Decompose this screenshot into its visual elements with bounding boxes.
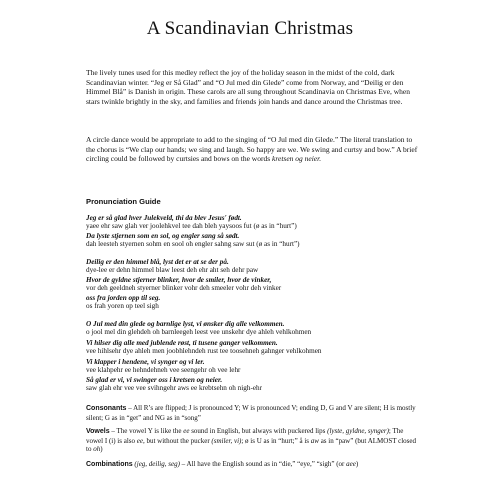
combinations-aee: aee xyxy=(346,460,356,468)
vowels-example-1: (lyste, gyldne, synger) xyxy=(327,427,389,435)
intro-paragraph-2 xyxy=(86,135,418,164)
vowels-text-6: as in “paw” (but ALMOST closed to xyxy=(86,436,417,454)
lyric-line: Vi klapper i hendene, vi synger og vi ler. xyxy=(86,358,205,366)
pronunciation-line: o jool mel din glehdeh oh barnleegeh leest vee unskehr dye ahleh vehlkohmen xyxy=(86,328,312,337)
pronunciation-line: dye-lee er dehn himmel blaw leest deh ehr aht seh dehr paw xyxy=(86,266,259,275)
pronunciation-heading: Pronunciation Guide xyxy=(86,197,161,206)
vowels-ee-2: ee xyxy=(136,436,143,445)
vowels-note xyxy=(86,427,418,454)
lyric-block-4 xyxy=(86,276,416,293)
vowels-label: Vowels xyxy=(86,428,110,435)
lyric-line: O Jul med din glede og barnlige lyst, vi ønsker dig alle velkommen. xyxy=(86,320,285,328)
lyric-line: Så glad er vi, vi swinger oss i kretsen og neier. xyxy=(86,376,223,384)
lyric-block-2 xyxy=(86,232,416,249)
intro-paragraph-2-text: A circle dance would be appropriate to add to the singing of “O Jul med din Glede.” The literal translation to the chorus is “We clap our hands; we sing and laugh. So happy are we. We swing and curtsy and bow.” A brief circling could be followed by curtsies and bows on the words xyxy=(86,135,418,164)
combinations-end: ) xyxy=(355,460,359,468)
vowels-text-4: , but without the pucker xyxy=(142,436,212,445)
page-title: A Scandinavian Christmas xyxy=(146,18,354,39)
combinations-note xyxy=(86,460,418,470)
combinations-text: – All have the English sound as in “die,” “eye,” “sigh” (or xyxy=(179,460,347,468)
combinations-label: Combinations xyxy=(86,461,133,468)
pronunciation-line: saw glah ehr vee vee svihngehr aws ee krebtsehn oh nigh-ehr xyxy=(86,384,263,393)
pronunciation-line: vor deh geeldneh styerner blinker vohr deh smeeler vohr deh vinker xyxy=(86,284,282,293)
consonants-text: – All R’s are flipped; J is pronounced Y; W is pronounced V; ending D, G and V are silent; H is mostly silent; G as in “get” and NG as in “song” xyxy=(86,404,416,422)
vowels-oh: oh xyxy=(93,445,101,454)
vowels-text-5: ; ø is U as in “hurt;” å is xyxy=(241,436,311,445)
lyric-block-8 xyxy=(86,358,416,375)
lyric-block-3 xyxy=(86,258,416,275)
pronunciation-line: vee hihlsehr dye ahleh men joobhlehndeh rust tee toosehneh gahnger vehlkohmen xyxy=(86,347,322,356)
lyric-block-1 xyxy=(86,214,416,231)
lyric-line: Deilig er den himmel blå, lyst det er at se der på. xyxy=(86,258,229,266)
combinations-examples: (jeg, deilig, seg) xyxy=(132,460,180,468)
lyric-block-9 xyxy=(86,376,416,393)
lyric-line: Vi hilser dig alle med jublende røst, ti tusene ganger velkommen. xyxy=(86,339,278,347)
vowels-ee: ee xyxy=(183,427,190,435)
vowels-text-1: – The vowel Y is like the xyxy=(109,427,184,435)
vowels-text-3: ; The vowel I (i) is also xyxy=(86,427,404,445)
intro-paragraph-1: The lively tunes used for this medley reflect the joy of the holiday season in the midst of the cold, dark Scandinavian winter. “Jeg er Så Glad” and “O Jul med din Glede” come from Norway, and “Deilig er den Himmel Blå” is Danish in origin. These carols are all sung throughout Scandinavia on Christmas Eve, when stars twinkle brightly in the sky, and families and friends join hands and dance around the Christmas tree. xyxy=(86,68,410,106)
pronunciation-line: yaee ehr saw glah ver joolehkvel tee dah bleh yaysoos fut (ø as in “hurt”) xyxy=(86,222,297,231)
lyric-line: oss fra jorden opp til seg. xyxy=(86,294,161,302)
lyric-line: Da lyste stjernen som en sol, og engler sang så sødt. xyxy=(86,232,240,240)
lyric-block-7 xyxy=(86,339,416,356)
vowels-text-2: sound in English, but always with puckered lips xyxy=(189,427,328,435)
vowels-example-2: (smiler, vi) xyxy=(211,436,242,445)
lyric-block-5 xyxy=(86,294,416,311)
pronunciation-line: dah leesteh styernen sohm en sool oh engler sahng saw sut (ø as in “hurt”) xyxy=(86,240,300,249)
lyric-line: Hvor de gyldne stjerner blinker, hvor de smiler, hvor de vinker, xyxy=(86,276,272,284)
lyric-block-6 xyxy=(86,320,416,337)
pronunciation-line: vee klahpehr ee hehndehneh vee seengehr oh vee lehr xyxy=(86,366,241,375)
consonants-label: Consonants xyxy=(86,405,127,412)
intro-paragraph-2-italic: kretsen og neier. xyxy=(272,154,322,164)
vowels-aw: aw xyxy=(310,436,319,445)
pronunciation-line: os frah yoren op teel sigh xyxy=(86,302,159,311)
vowels-text-7: ) xyxy=(100,445,103,454)
lyric-line: Jeg er så glad hver Julekveld, thi da blev Jesus' født. xyxy=(86,214,242,222)
consonants-note xyxy=(86,404,418,422)
